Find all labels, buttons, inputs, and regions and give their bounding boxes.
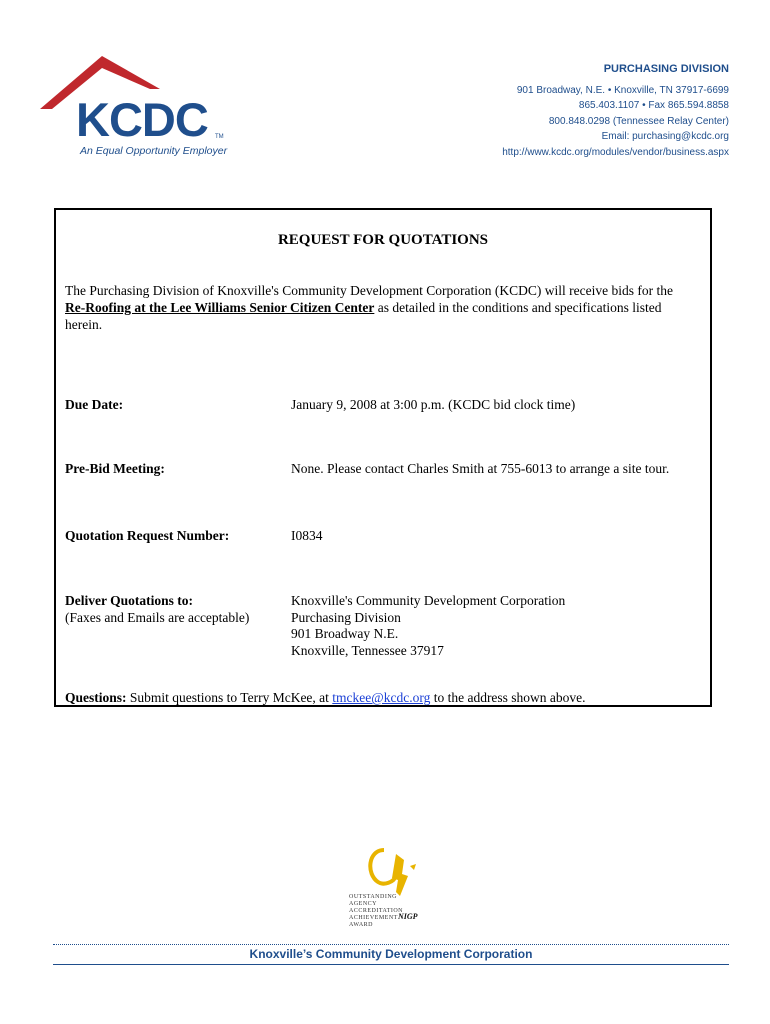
footer-divider-bottom <box>53 964 729 965</box>
award-text <box>349 894 403 929</box>
award-line: ACHIEVEMENT <box>349 915 398 921</box>
due-date-label: Due Date: <box>65 397 124 412</box>
footer-divider-top <box>53 944 729 945</box>
prebid-value: None. Please contact Charles Smith at 755-6013 to arrange a site tour. <box>291 461 670 476</box>
address-line: 901 Broadway, N.E. • Knoxville, TN 37917-6699 <box>516 84 729 96</box>
page-title: REQUEST FOR QUOTATIONS <box>277 232 489 248</box>
deliver-line: 901 Broadway N.E. <box>291 626 399 641</box>
relay-line: 800.848.0298 (Tennessee Relay Center) <box>548 115 729 127</box>
award-line: AWARD <box>349 922 374 928</box>
website-link[interactable]: http://www.kcdc.org/modules/vendor/business.aspx <box>502 146 729 158</box>
division-name: PURCHASING DIVISION <box>603 63 729 75</box>
deliver-line: Knoxville's Community Development Corporation <box>291 593 566 608</box>
award-line: AGENCY <box>349 901 377 907</box>
kcdc-logo <box>38 54 238 164</box>
deliver-line: Purchasing Division <box>291 609 401 625</box>
quotation-number-label: Quotation Request Number: <box>65 528 230 543</box>
rfq-box <box>54 208 712 707</box>
deliver-address <box>291 593 565 659</box>
deliver-note: (Faxes and Emails are acceptable) <box>65 609 250 625</box>
questions-text: Submit questions to Terry McKee, at <box>126 690 333 705</box>
intro-text-end: as detailed in the conditions and specifications listed herein. <box>65 300 662 332</box>
due-date-value: January 9, 2008 at 3:00 p.m. (KCDC bid clock time) <box>291 397 576 412</box>
email-line[interactable]: Email: purchasing@kcdc.org <box>601 131 729 142</box>
nigp-label: NIGP <box>398 912 418 921</box>
trademark-mark: TM <box>215 134 224 140</box>
intro-paragraph <box>65 282 692 333</box>
award-line: ACCREDITATION <box>349 908 404 914</box>
questions-label: Questions: <box>65 690 127 705</box>
questions-email-link[interactable]: tmckee@kcdc.org <box>332 690 431 705</box>
questions-line <box>65 690 586 706</box>
quotation-number-value: I0834 <box>291 528 323 543</box>
tagline: An Equal Opportunity Employer <box>80 145 228 157</box>
questions-text-end: to the address shown above. <box>430 690 586 705</box>
footer-text: Knoxville’s Community Development Corporation <box>249 947 533 961</box>
deliver-line: Knoxville, Tennessee 37917 <box>291 642 444 658</box>
prebid-label: Pre-Bid Meeting: <box>65 461 165 476</box>
phone-line: 865.403.1107 • Fax 865.594.8858 <box>578 100 729 111</box>
contact-block <box>502 62 729 160</box>
intro-text: The Purchasing Division of Knoxville's Community Development Corporation (KCDC) will receive bids for the <box>65 283 673 298</box>
project-name: Re-Roofing at the Lee Williams Senior Citizen Center <box>65 300 375 315</box>
award-line: OUTSTANDING <box>349 894 398 900</box>
deliver-label: Deliver Quotations to: <box>65 593 193 608</box>
logo-wordmark: KCDC <box>76 93 208 146</box>
